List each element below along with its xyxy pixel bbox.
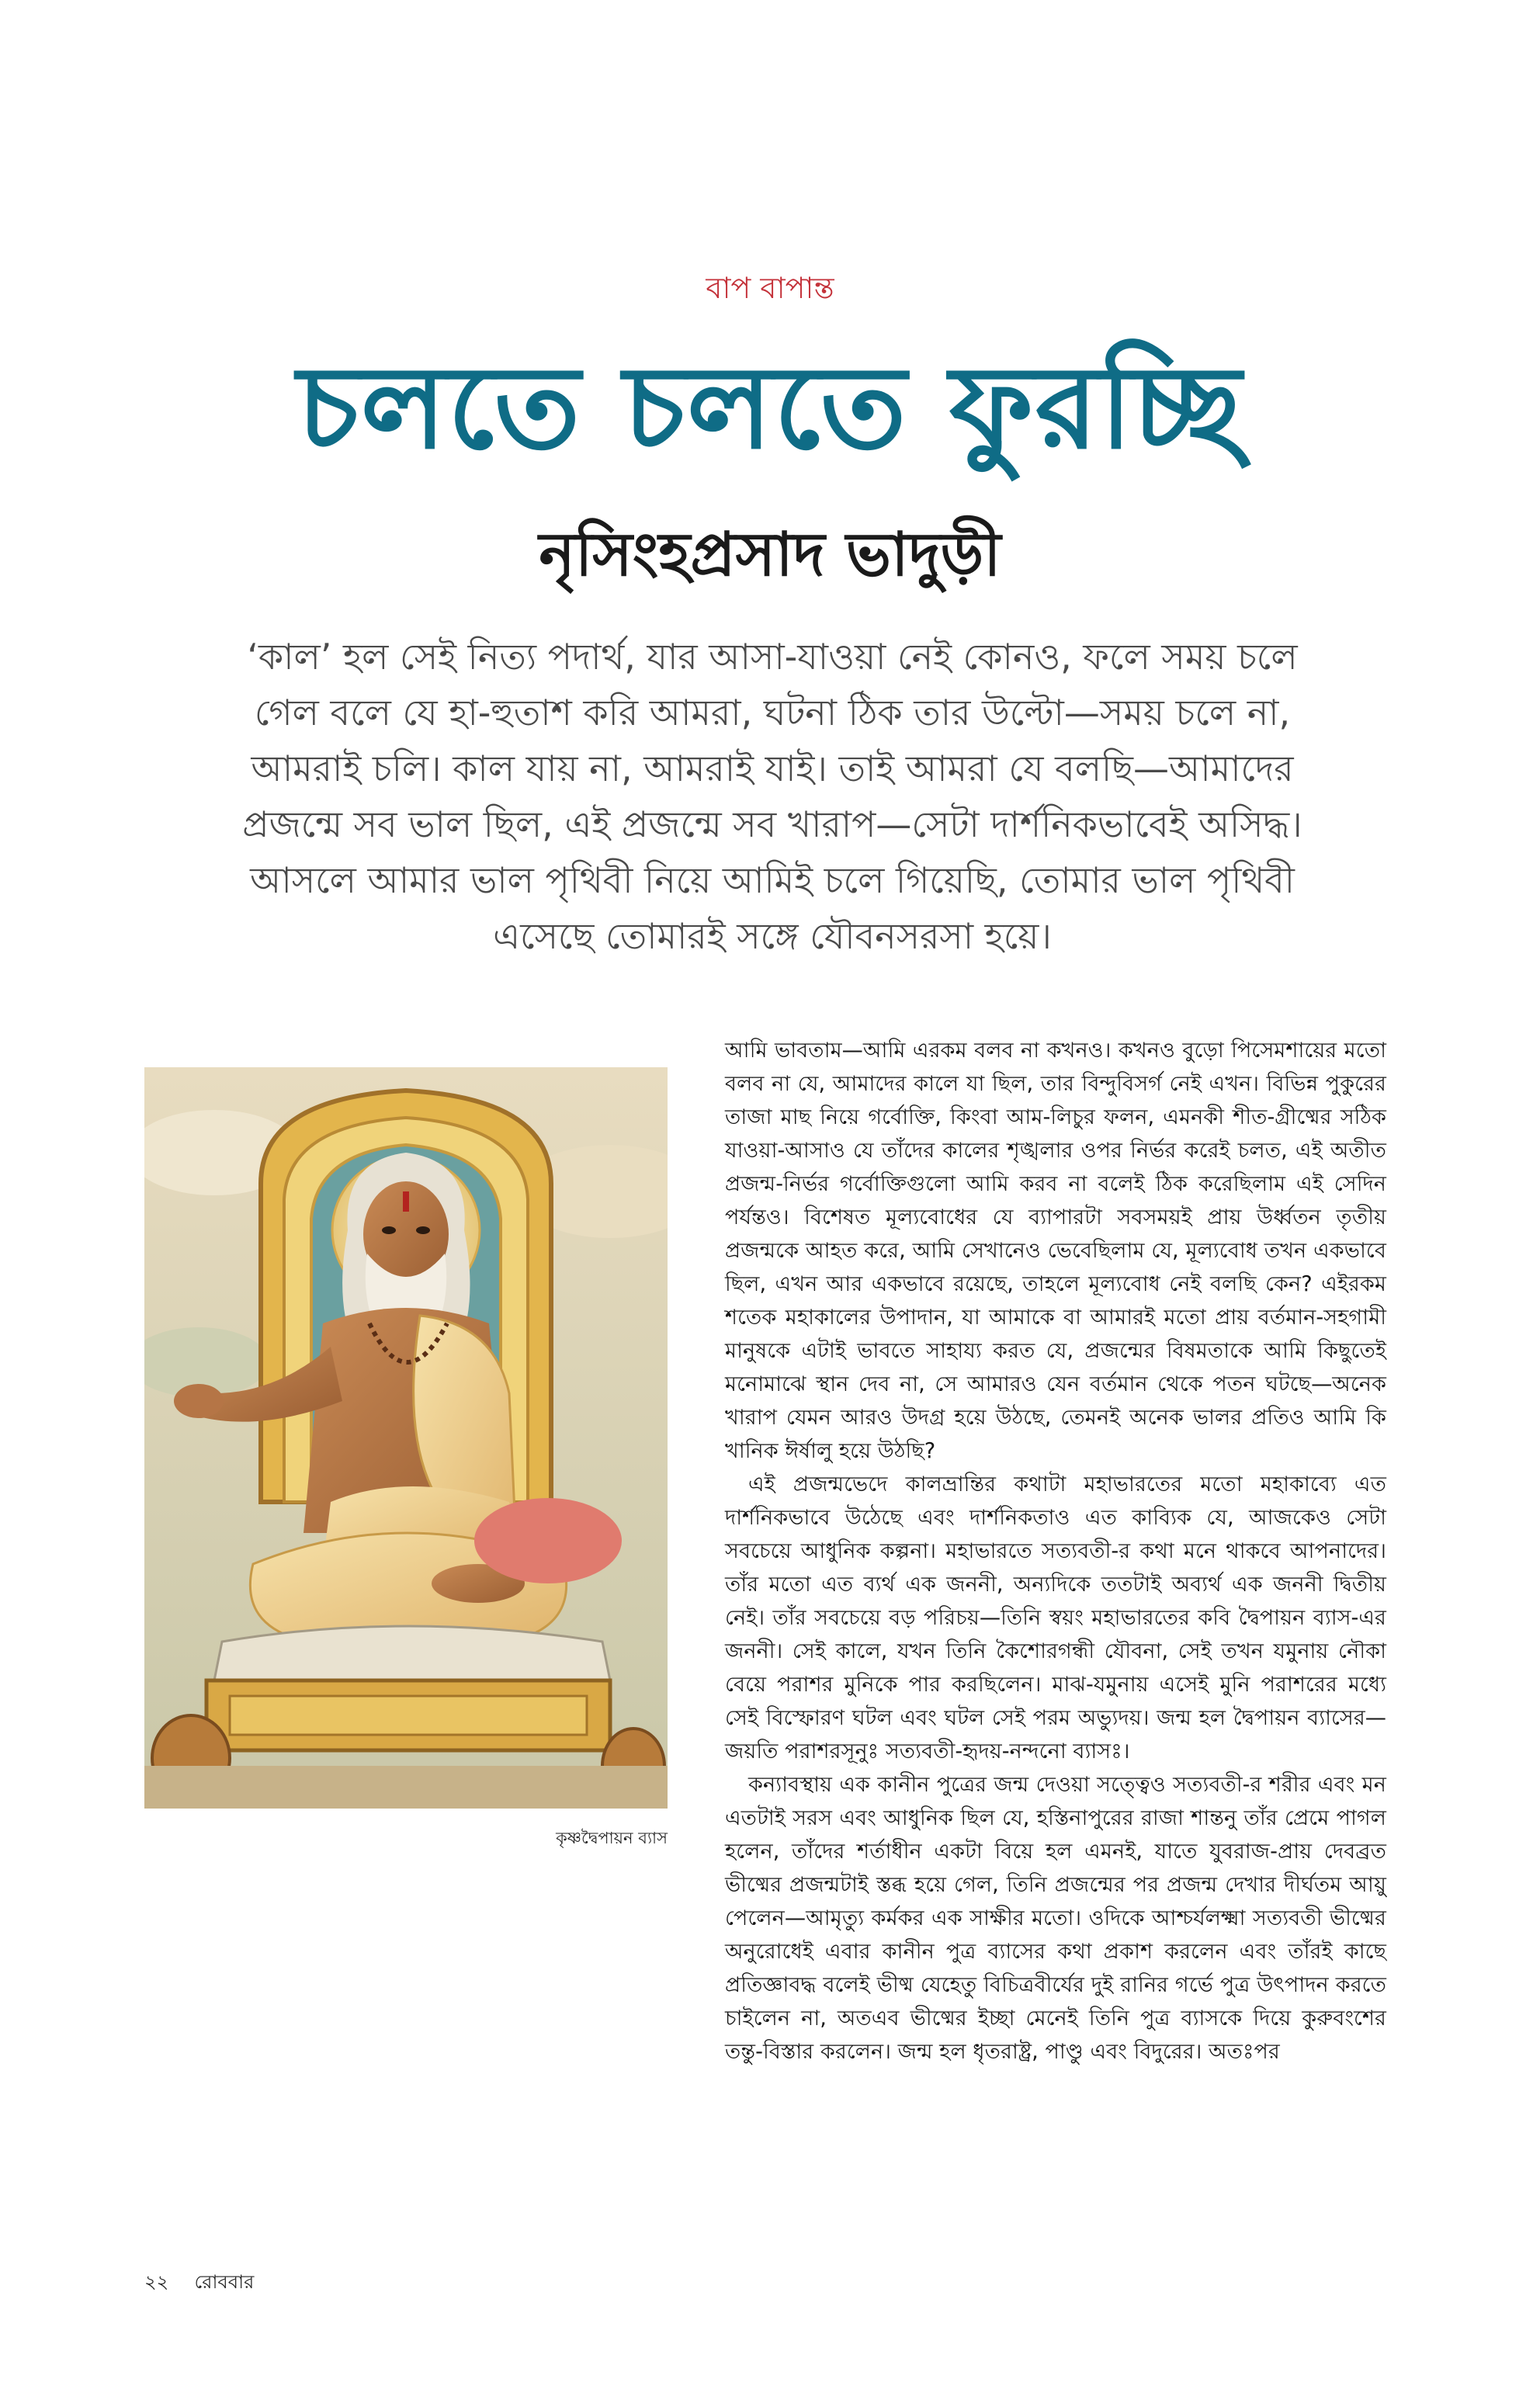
intro-line: ‘কাল’ হল সেই নিত্য পদার্থ, যার আসা-যাওয়া নেই কোনও, ফলে সময় চলে: [247, 636, 1298, 678]
article-body: [725, 1034, 1386, 2069]
article-title: চলতে চলতে ফুরচ্ছি: [297, 341, 1243, 474]
intro-line: প্রজন্মে সব ভাল ছিল, এই প্রজন্মে সব খারাপ—সেটা দার্শনিকভাবেই অসিদ্ধ।: [242, 803, 1302, 845]
intro-standfirst: [167, 629, 1378, 964]
intro-line: এসেছে তোমারই সঙ্গে যৌবনসরসা হয়ে।: [493, 915, 1052, 957]
page-footer: [144, 2268, 254, 2299]
author-name: নৃসিংহপ্রসাদ ভাদুড়ী: [539, 519, 1001, 590]
body-paragraph: কন্যাবস্থায় এক কানীন পুত্রের জন্ম দেওয়া সত্ত্বেও সত্যবতী-র শরীর এবং মন এতটাই সরস এবং আধুনিক ছিল যে, হস্তিনাপুরের রাজা শান্তনু তাঁর প্রেমে পাগল হলেন, তাঁদের শর্তাধীন একটা বিয়ে হল এমনই, যাতে যুবরাজ-প্রায় দেবব্রত ভীষ্মের প্রজন্মটাই স্তব্ধ হয়ে গেল, তিনি প্রজন্মের পর প্রজন্ম দেখার দীর্ঘতম আয়ু পেলেন—আমৃত্যু কর্মকর এক সাক্ষীর মতো। ওদিকে আশ্চর্যলক্ষ্মা সত্যবতী ভীষ্মের অনুরোধেই এবার কানীন পুত্র ব্যাসের কথা প্রকাশ করলেন এবং তাঁরই কাছে প্রতিজ্ঞাবদ্ধ বলেই ভীষ্ম যেহেতু বিচিত্রবীর্যের দুই রানির গর্ভে পুত্র উৎপাদন করতে চাইলেন না, অতএব ভীষ্মের ইচ্ছা মেনেই তিনি পুত্র ব্যাসকে দিয়ে কুরুবংশের তন্তু-বিস্তার করলেন। জন্ম হল ধৃতরাষ্ট্র, পাণ্ডু এবং বিদুরের। অতঃপর: [725, 1773, 1386, 2064]
section-label: বাপ বাপান্ত: [706, 271, 834, 305]
portrait-illustration: [144, 1067, 668, 1809]
page-number: ২২: [144, 2271, 169, 2293]
image-caption: কৃষ্ণদ্বৈপায়ন ব্যাস: [556, 1829, 668, 1847]
body-paragraph: এই প্রজন্মভেদে কালভ্রান্তির কথাটা মহাভারতের মতো মহাকাব্যে এত দার্শনিকভাবে উঠেছে এবং দার্শনিকতাও এত কাব্যিক যে, আজকেও সেটা সবচেয়ে আধুনিক কল্পনা। মহাভারতে সত্যবতী-র কথা মনে থাকবে আপনাদের। তাঁর মতো এত ব্যর্থ এক জননী, অন্যদিকে ততটাই অব্যর্থ এক জননী দ্বিতীয় নেই। তাঁর সবচেয়ে বড় পরিচয়—তিনি স্বয়ং মহাভারতের কবি দ্বৈপায়ন ব্যাস-এর জননী। সেই কালে, যখন তিনি কৈশোরগন্ধী যৌবনা, সেই তখন যমুনায় নৌকা বেয়ে পরাশর মুনিকে পার করছিলেন। মাঝ-যমুনায় এসেই মুনি পরাশরের মধ্যে সেই বিস্ফোরণ ঘটল এবং ঘটল সেই পরম অভ্যুদয়। জন্ম হল দ্বৈপায়ন ব্যাসের—জয়তি পরাশরসূনুঃ সত্যবতী-হৃদয়-নন্দনো ব্যাসঃ।: [725, 1472, 1386, 1764]
magazine-name: রোববার: [194, 2271, 255, 2293]
vyasa-portrait-image: [144, 1067, 668, 1809]
body-paragraph: আমি ভাবতাম—আমি এরকম বলব না কখনও। কখনও বুড়ো পিসেমশায়ের মতো বলব না যে, আমাদের কালে যা ছিল, তার বিন্দুবিসর্গ নেই এখন। বিভিন্ন পুকুরের তাজা মাছ নিয়ে গর্বোক্তি, কিংবা আম-লিচুর ফলন, এমনকী শীত-গ্রীষ্মের সঠিক যাওয়া-আসাও যে তাঁদের কালের শৃঙ্খলার ওপর নির্ভর করেই চলত, এই অতীত প্রজন্ম-নির্ভর গর্বোক্তিগুলো আমি করব না বলেই ঠিক করেছিলাম এই সেদিন পর্যন্তও। বিশেষত মূল্যবোধের যে ব্যাপারটা সবসময়ই প্রায় উর্ধ্বতন তৃতীয় প্রজন্মকে আহত করে, আমি সেখানেও ভেবেছিলাম যে, মূল্যবোধ তখন একভাবে ছিল, এখন আর একভাবে রয়েছে, তাহলে মূল্যবোধ নেই বলছি কেন? এইরকম শতেক মহাকালের উপাদান, যা আমাকে বা আমারই মতো প্রায় বর্তমান-সহগামী মানুষকে এটাই ভাবতে সাহায্য করত যে, প্রজন্মের বিষমতাকে আমি কিছুতেই মনোমাঝে স্থান দেব না, সে আমারও যেন বর্তমান থেকে পতন ঘটছে—অনেক খারাপ যেমন আরও উদগ্র হয়ে উঠছে, তেমনই অনেক ভালর প্রতিও আমি কি খানিক ঈর্ষালু হয়ে উঠছি?: [725, 1039, 1386, 1463]
intro-line: গেল বলে যে হা-হুতাশ করি আমরা, ঘটনা ঠিক তার উল্টো—সময় চলে না,: [254, 692, 1291, 734]
intro-line: আসলে আমার ভাল পৃথিবী নিয়ে আমিই চলে গিয়েছি, তোমার ভাল পৃথিবী: [250, 859, 1295, 901]
intro-line: আমরাই চলি। কাল যায় না, আমরাই যাই। তাই আমরা যে বলছি—আমাদের: [251, 747, 1294, 789]
